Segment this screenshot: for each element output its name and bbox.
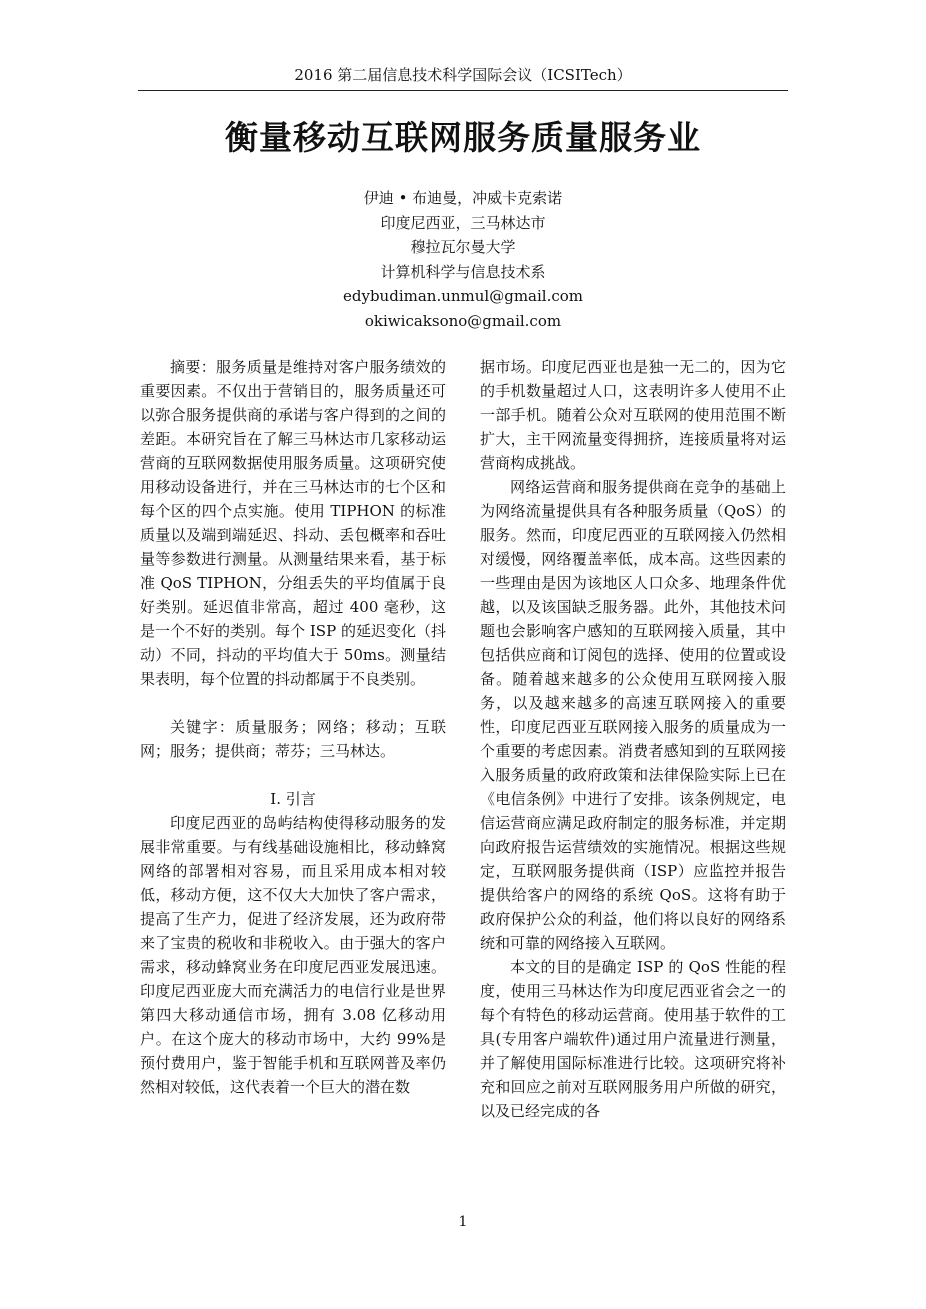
right-column xyxy=(480,355,786,1123)
author-names: 伊迪 • 布迪曼，冲威卡克索诺 xyxy=(363,189,563,207)
author-email-1: edybudiman.unmul@gmail.com xyxy=(343,287,583,305)
running-header: 2016 第二届信息技术科学国际会议（ICSITech） xyxy=(294,66,632,84)
continued-paragraph: 据市场。印度尼西亚也是独一无二的，因为它的手机数量超过人口，这表明许多人使用不止一部手机。随着公众对互联网的使用范围不断扩大，主干网流量变得拥挤，连接质量将对运营商构成挑战。 xyxy=(480,358,786,472)
section-heading-introduction: I. 引言 xyxy=(270,790,316,808)
body-paragraph-2: 网络运营商和服务提供商在竞争的基础上为网络流量提供具有各种服务质量（QoS）的服务。然而，印度尼西亚的互联网接入仍然相对缓慢，网络覆盖率低，成本高。这些因素的一些理由是因为该地区人口众多、地理条件优越，以及该国缺乏服务器。此外，其他技术问题也会影响客户感知的互联网接入质量，其中包括供应商和订阅包的选择、使用的位置或设备。随着越来越多的公众使用互联网接入服务，以及越来越多的高速互联网接入的重要性，印度尼西亚互联网接入服务的质量成为一个重要的考虑因素。消费者感知到的互联网接入服务质量的政府政策和法律保险实际上已在《电信条例》中进行了安排。该条例规定，电信运营商应满足政府制定的服务标准，并定期向政府报告运营绩效的实施情况。根据这些规定，互联网服务提供商（ISP）应监控并报告提供给客户的网络的系统 QoS。这将有助于政府保护公众的利益，他们将以良好的网络系统和可靠的网络接入互联网。 xyxy=(480,478,786,952)
spacer xyxy=(140,691,446,715)
paper-title: 衡量移动互联网服务质量服务业 xyxy=(225,118,701,157)
author-location: 印度尼西亚，三马林达市 xyxy=(380,213,546,232)
author-block xyxy=(0,186,926,333)
intro-paragraph: 印度尼西亚的岛屿结构使得移动服务的发展非常重要。与有线基础设施相比，移动蜂窝网络的部署相对容易，而且采用成本相对较低，移动方便，这不仅大大加快了客户需求，提高了生产力，促进了经济发展，还为政府带来了宝贵的税收和非税收入。由于强大的客户需求，移动蜂窝业务在印度尼西亚发展迅速。印度尼西亚庞大而充满活力的电信行业是世界第四大移动通信市场，拥有 3.08 亿移动用户。在这个庞大的移动市场中，大约 99%是预付费用户，鉴于智能手机和互联网普及率仍然相对较低，这代表着一个巨大的潜在数 xyxy=(140,814,446,1096)
author-university: 穆拉瓦尔曼大学 xyxy=(410,238,516,256)
keywords: 关键字：质量服务；网络；移动；互联网；服务；提供商；蒂芬；三马林达。 xyxy=(140,718,446,760)
spacer xyxy=(140,763,446,787)
author-department: 计算机科学与信息技术系 xyxy=(380,262,546,281)
left-column xyxy=(140,355,446,1099)
author-email-2: okiwicaksono@gmail.com xyxy=(364,311,562,330)
header-divider xyxy=(138,90,788,91)
body-paragraph-3: 本文的目的是确定 ISP 的 QoS 性能的程度，使用三马林达作为印度尼西亚省会之一的每个有特色的移动运营商。使用基于软件的工具(专用客户端软件)通过用户流量进行测量，并了解使用国际标准进行比较。这项研究将补充和回应之前对互联网服务用户所做的研究，以及已经完成的各 xyxy=(480,958,786,1120)
page-number: 1 xyxy=(458,1214,468,1230)
abstract: 摘要：服务质量是维持对客户服务绩效的重要因素。不仅出于营销目的，服务质量还可以弥合服务提供商的承诺与客户得到的之间的差距。本研究旨在了解三马林达市几家移动运营商的互联网数据使用服务质量。这项研究使用移动设备进行，并在三马林达市的七个区和每个区的四个点实施。使用 TIPHON 的标准质量以及端到端延迟、抖动、丢包概率和吞吐量等参数进行测量。从测量结果来看，基于标准 QoS TIPHON，分组丢失的平均值属于良好类别。延迟值非常高，超过 400 毫秒，这是一个不好的类别。每个 ISP 的延迟变化（抖动）不同，抖动的平均值大于 50ms。测量结果表明，每个位置的抖动都属于不良类别。 xyxy=(140,358,446,688)
